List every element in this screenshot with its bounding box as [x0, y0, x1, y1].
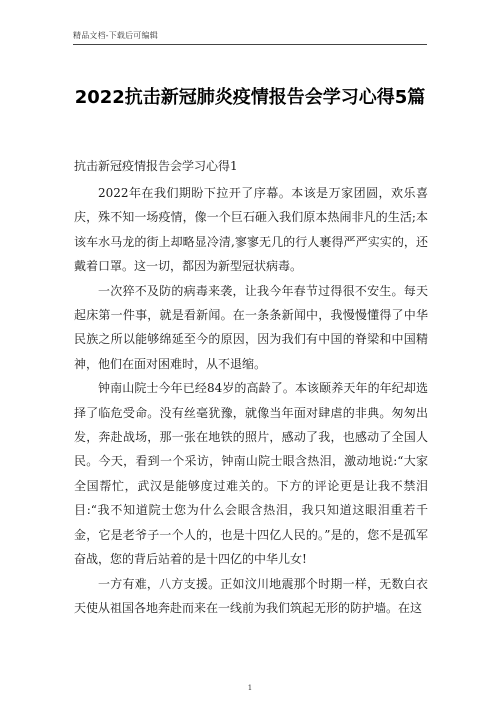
header-divider	[73, 44, 427, 45]
body-paragraph: 钟南山院士今年已经84岁的高龄了。本该颐养天年的年纪却选择了临危受命。没有丝毫犹豫，就像当年面对肆虐的非典。匆匆出发，奔赴战场，那一张在地铁的照片，感动了我，也感动了全国人民。今天，看到一个采访，钟南山院士眼含热泪，激动地说:“大家全国帮忙，武汉是能够度过难关的。下方的评论更是让我不禁泪目:“我不知道院士您为什么会眼含热泪，我只知道这眼泪重若千金，它是老爷子一个人的，也是十四亿人民的。”是的，您不是孤军奋战，您的背后站着的是十四亿的中华儿女!	[74, 381, 428, 567]
page-header: 精品文档-下载后可编辑	[73, 31, 158, 40]
page-number: 1	[247, 684, 253, 692]
body-paragraph: 一次猝不及防的病毒来袭，让我今年春节过得很不安生。每天起床第一件事，就是看新闻。在一条条新闻中，我慢慢懂得了中华民族之所以能够绵延至今的原因，因为我们有中国的脊梁和中国精神，他们在面对困难时，从不退缩。	[74, 283, 428, 371]
document-title: 2022抗击新冠肺炎疫情报告会学习心得5篇	[74, 87, 426, 108]
document-subtitle: 抗击新冠疫情报告会学习心得1	[74, 159, 238, 173]
document-body	[74, 181, 428, 620]
body-paragraph: 2022年在我们期盼下拉开了序幕。本该是万家团圆，欢乐喜庆，殊不知一场疫情，像一个巨石砸入我们原本热闹非凡的生活;本该车水马龙的街上却略显冷清,寥寥无几的行人裹得严严实实的，还戴着口罩。这一切，都因为新型冠状病毒。	[74, 186, 428, 274]
body-paragraph: 一方有难，八方支援。正如汶川地震那个时期一样，无数白衣天使从祖国各地奔赴而来在一线前为我们筑起无形的防护墙。在这	[74, 576, 428, 615]
